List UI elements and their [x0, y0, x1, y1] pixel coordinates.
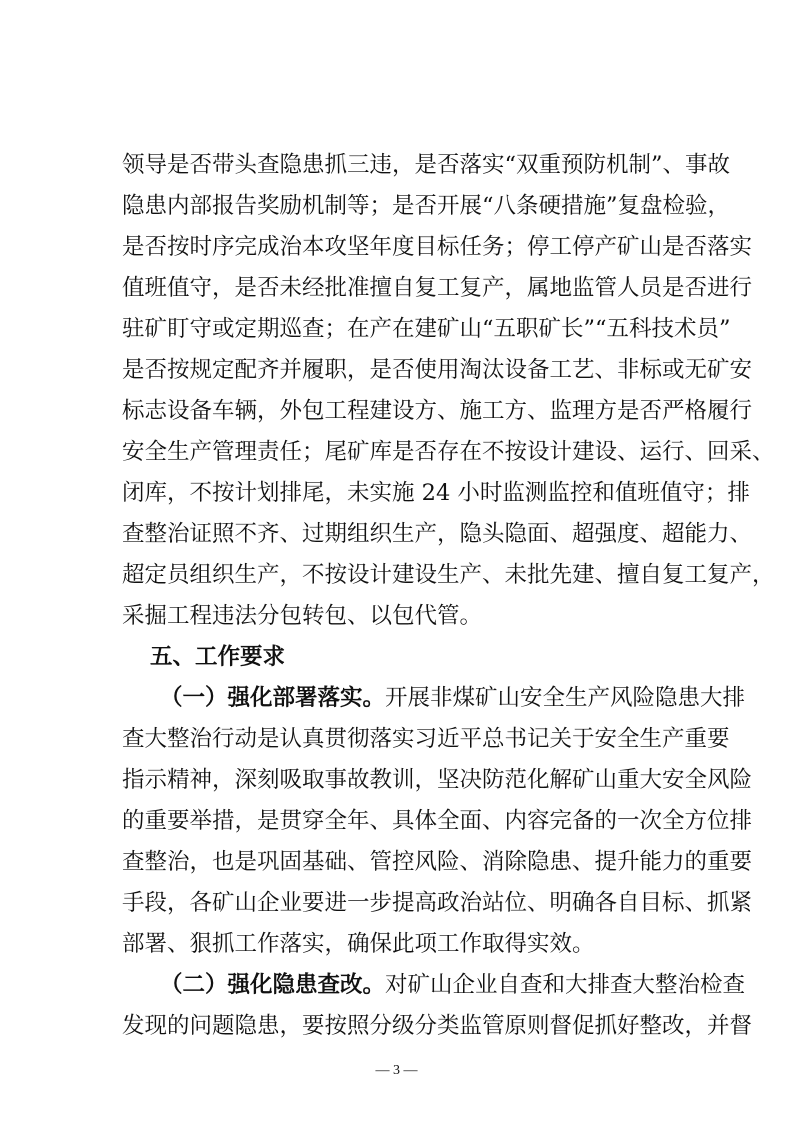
section-heading: 五、工作要求 [150, 644, 286, 670]
page-number: — 3 — [375, 1063, 418, 1078]
item2-first-text: 对矿山企业自查和大排查大整治检查 [385, 972, 746, 998]
paragraph-line: 查大整治行动是认真贯彻落实习近平总书记关于安全生产重要 [122, 726, 730, 752]
paragraph-line: 采掘工程违法分包转包、以包代管。 [122, 603, 483, 629]
paragraph-line: 指示精神，深刻吸取事故教训，坚决防范化解矿山重大安全风险 [122, 767, 753, 793]
paragraph-line: 发现的问题隐患，要按照分级分类监管原则督促抓好整改，并督 [122, 1013, 753, 1039]
item1-first-line [160, 678, 746, 718]
paragraph-line: 领导是否带头查隐患抓三违，是否落实“双重预防机制”、事故 [122, 152, 731, 178]
paragraph-line: 隐患内部报告奖励机制等；是否开展“八条硬措施”复盘检验， [122, 193, 731, 219]
paragraph-line: 是否按规定配齐并履职，是否使用淘汰设备工艺、非标或无矿安 [122, 357, 753, 383]
paragraph-line: 超定员组织生产，不按设计建设生产、未批先建、擅自复工复产， [122, 562, 775, 588]
paragraph-line: 查整治证照不齐、过期组织生产，隐头隐面、超强度、超能力、 [122, 521, 753, 547]
item2-first-line [160, 965, 746, 1005]
paragraph-line: 值班值守，是否未经批准擅自复工复产，属地监管人员是否进行 [122, 275, 753, 301]
paragraph-line: 驻矿盯守或定期巡查；在产在建矿山“五职矿长”“五科技术员” [122, 316, 731, 342]
paragraph-line: 标志设备车辆，外包工程建设方、施工方、监理方是否严格履行 [122, 398, 753, 424]
paragraph-line: 查整治，也是巩固基础、管控风险、消除隐患、提升能力的重要 [122, 849, 753, 875]
paragraph-line: 闭库，不按计划排尾，未实施 24 小时监测监控和值班值守；排 [122, 480, 750, 506]
paragraph-line: 手段，各矿山企业要进一步提高政治站位、明确各自目标、抓紧 [122, 890, 753, 916]
paragraph-line: 是否按时序完成治本攻坚年度目标任务；停工停产矿山是否落实 [122, 234, 753, 260]
paragraph-line: 安全生产管理责任；尾矿库是否存在不按设计建设、运行、回采、 [122, 439, 775, 465]
item2-title: （二）强化隐患查改。 [160, 972, 386, 998]
paragraph-line: 的重要举措，是贯穿全年、具体全面、内容完备的一次全方位排 [122, 808, 753, 834]
item1-title: （一）强化部署落实。 [160, 685, 386, 711]
item1-first-text: 开展非煤矿山安全生产风险隐患大排 [385, 685, 746, 711]
paragraph-line: 部署、狠抓工作落实，确保此项工作取得实效。 [122, 931, 595, 957]
